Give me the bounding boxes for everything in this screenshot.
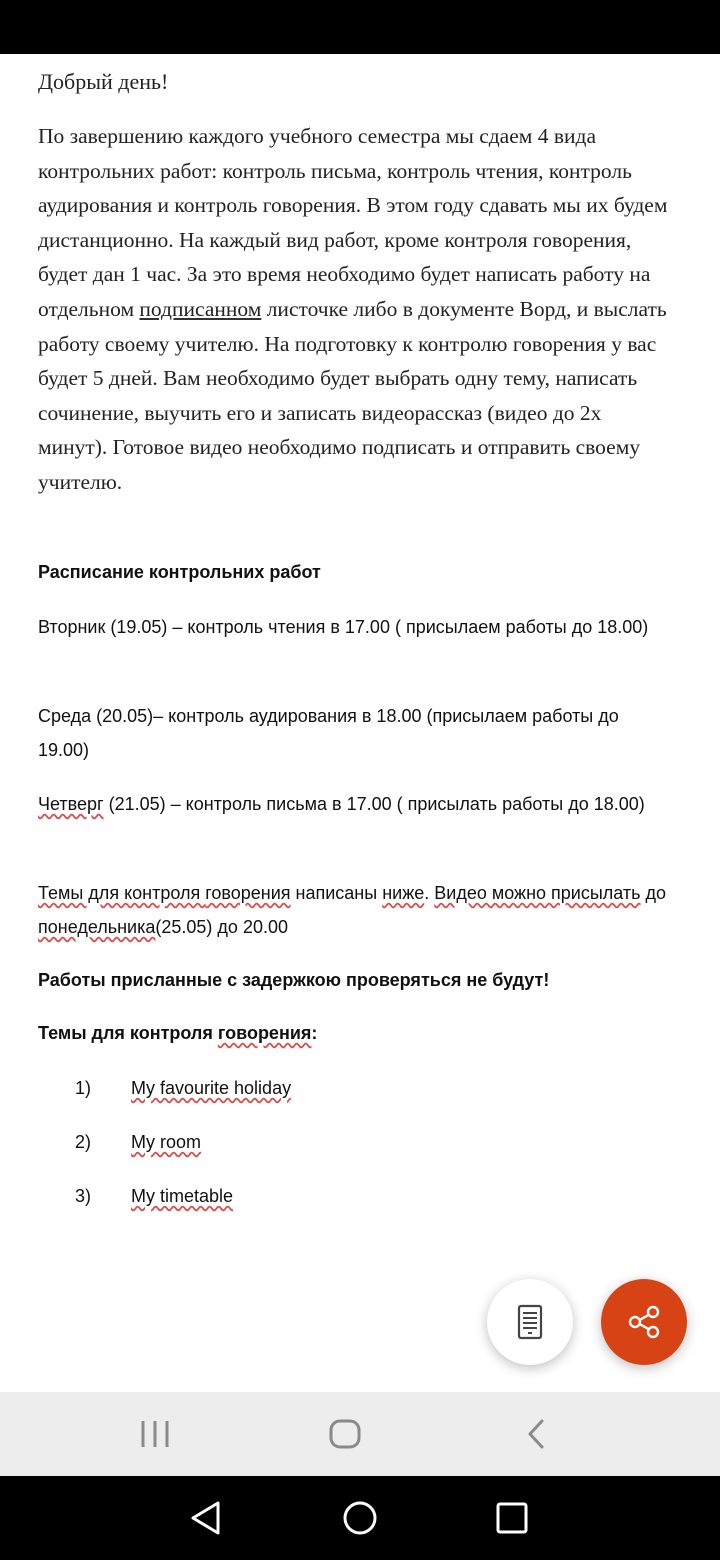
topics-note (38, 876, 668, 944)
schedule-thursday (38, 787, 668, 821)
square-overview-icon[interactable] (494, 1500, 530, 1536)
schedule-heading: Расписание контрольних работ (38, 562, 321, 582)
back-icon[interactable] (522, 1418, 552, 1450)
topics-note-word-1: говорения (205, 883, 291, 903)
topics-heading-b: говорения (217, 1023, 312, 1043)
intro-paragraph (38, 119, 668, 500)
status-bar (0, 0, 720, 54)
schedule-tuesday: Вторник (19.05) – контроль чтения в 17.00 ( присылаем работы до 18.00) (38, 617, 649, 637)
recents-icon[interactable] (138, 1418, 172, 1450)
topic-text: My timetable (131, 1186, 234, 1206)
topics-note-part-2: написаны (290, 883, 383, 903)
thursday-rest: (21.05) – контроль письма в 17.00 ( присылать работы до 18.00) (103, 794, 645, 814)
topic-number: 3) (75, 1186, 92, 1206)
topics-note-word-3: Видео можно присылать (434, 883, 641, 903)
home-icon[interactable] (328, 1418, 362, 1450)
topic-text: My favourite holiday (131, 1078, 292, 1098)
topic-number: 1) (75, 1078, 92, 1098)
greeting: Добрый день! (38, 69, 169, 94)
intro-text-end: листочке либо в документе Ворд, и выслать работу своему учителю. На подготовку к контролю говорения у вас будет 5 дней. Вам необходимо будет выбрать одну тему, написать сочинение, выучить его и записать видеорассказ (видео до 2х минут). Готовое видео необходимо подписать и отправить своему учителю. (38, 296, 667, 494)
topics-note-word-4: понедельника (38, 917, 156, 937)
topics-note-part-5: (25.05) до 20.00 (155, 917, 288, 937)
share-icon (624, 1302, 664, 1342)
topics-note-part-4: до (640, 883, 667, 903)
topics-heading-a: Темы для контроля (38, 1023, 218, 1043)
topics-heading (38, 1023, 317, 1044)
topics-note-part-1: Темы для контроля (38, 883, 206, 903)
topics-heading-c: : (311, 1023, 318, 1043)
app-navigation-bar (0, 1392, 720, 1476)
document-viewer[interactable] (0, 54, 720, 1392)
system-navigation-bar (0, 1476, 720, 1560)
triangle-back-icon[interactable] (188, 1500, 224, 1536)
topics-note-word-2: ниже (382, 883, 425, 903)
topic-number: 2) (75, 1132, 92, 1152)
topics-note-part-3: . (424, 883, 435, 903)
intro-underlined-word: подписанном (139, 296, 262, 321)
schedule-wednesday: Среда (20.05)– контроль аудирования в 18.00 (присылаем работы до 19.00) (38, 706, 619, 760)
intro-text-start: По завершению каждого учебного семестра мы сдаем 4 вида контрольних работ: контроль письма, контроль чтения, контроль аудирования и контроль говорения. В этом году сдавать мы их будем дистанционно. На каждый вид работ, кроме контроля говорения, будет дан 1 час. За это время необходимо будет написать работу на отдельном (38, 124, 668, 321)
document-icon (510, 1302, 550, 1342)
late-warning: Работы присланные с задержкою проверяться не будут! (38, 970, 550, 990)
thursday-word: Четверг (38, 794, 104, 814)
reading-mode-button[interactable] (487, 1279, 573, 1365)
share-button[interactable] (601, 1279, 687, 1365)
topic-text: My room (131, 1132, 202, 1152)
circle-home-icon[interactable] (342, 1500, 378, 1536)
